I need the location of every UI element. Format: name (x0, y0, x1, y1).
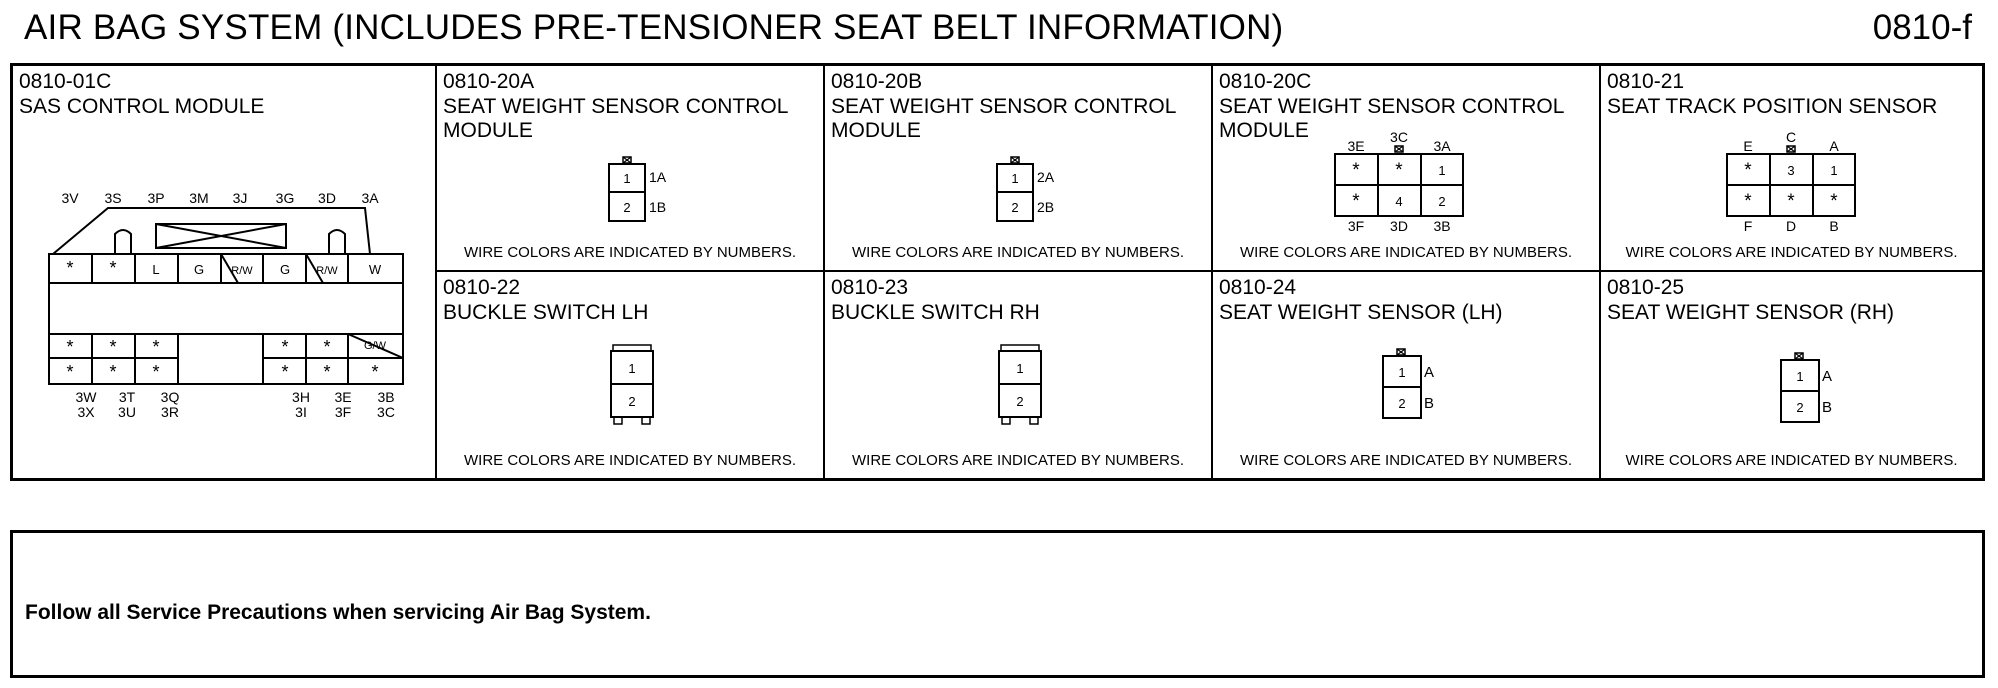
pin-text: 2 (623, 200, 631, 215)
pin-label: B (1822, 399, 1833, 416)
connector-diagram (1381, 348, 1451, 428)
pin-text: * (281, 337, 289, 357)
pin-label: 3S (104, 190, 122, 206)
pin-text: G (279, 262, 291, 277)
connector-diagram (995, 156, 1075, 226)
cell-seat-weight-sensor-control-module-20a (437, 66, 825, 272)
pin-label: B (1829, 218, 1839, 234)
pin-label: 3V (61, 190, 79, 206)
connector-name: SAS CONTROL MODULE (19, 95, 265, 118)
wire-color-note: WIRE COLORS ARE INDICATED BY NUMBERS. (464, 452, 796, 469)
pin-text: R/W (316, 265, 338, 277)
pin-text: * (66, 258, 74, 278)
service-precaution-box (10, 530, 1985, 678)
pin-text: * (371, 362, 379, 382)
cell-seat-weight-sensor-lh (1213, 272, 1601, 478)
pin-label: A (1822, 368, 1833, 385)
pin-label: 3E (334, 389, 352, 405)
pin-text: 1 (1011, 171, 1019, 186)
connector-diagram (1779, 352, 1849, 432)
connector-name: SEAT WEIGHT SENSOR (RH) (1607, 301, 1895, 324)
connector-code: 0810-22 (443, 276, 521, 299)
page-code: 0810-f (1872, 8, 1972, 47)
pin-text: * (1352, 160, 1360, 181)
pin-label: 3B (1433, 218, 1451, 234)
pin-text: 2 (1011, 200, 1019, 215)
connector-name-line2: MODULE (443, 119, 533, 142)
connector-diagram (607, 156, 687, 226)
pin-label: 3X (77, 404, 95, 420)
pin-text: * (109, 362, 117, 382)
pin-text: G/W (364, 340, 386, 352)
connector-name-line2: MODULE (1219, 119, 1309, 142)
pin-label: 3F (334, 404, 352, 420)
service-precaution-text: Follow all Service Precautions when servicing Air Bag System. (25, 601, 651, 624)
pin-label: 2A (1037, 169, 1055, 185)
pin-text: 2 (1796, 400, 1804, 415)
connector-name (443, 95, 788, 143)
page-title: AIR BAG SYSTEM (INCLUDES PRE-TENSIONER SEAT BELT INFORMATION) (24, 8, 1284, 47)
pin-text: * (1830, 191, 1838, 212)
connector-code: 0810-01C (19, 70, 112, 93)
connector-code: 0810-20A (443, 70, 535, 93)
pin-text: * (152, 362, 160, 382)
pin-label: 3D (318, 190, 336, 206)
pin-text: 1 (1438, 163, 1446, 178)
wire-color-note: WIRE COLORS ARE INDICATED BY NUMBERS. (1625, 452, 1958, 469)
pin-label: 3T (118, 389, 136, 405)
wire-color-note: WIRE COLORS ARE INDICATED BY NUMBERS. (464, 244, 796, 261)
connector-name: SEAT WEIGHT SENSOR (LH) (1219, 301, 1503, 324)
cell-seat-track-position-sensor (1601, 66, 1982, 272)
wire-color-note: WIRE COLORS ARE INDICATED BY NUMBERS. (1625, 244, 1958, 261)
pin-label: 3F (1347, 218, 1365, 234)
pin-text: 2 (1438, 194, 1446, 209)
pin-label: A (1424, 364, 1435, 381)
pin-text: 1 (1796, 369, 1804, 384)
cell-seat-weight-sensor-rh (1601, 272, 1982, 478)
cell-sas-control-module (13, 66, 437, 478)
connector-name-line1: SEAT WEIGHT SENSOR CONTROL (443, 95, 789, 118)
pin-label: 1B (649, 199, 667, 215)
pin-label: 2B (1037, 199, 1055, 215)
connector-name: BUCKLE SWITCH LH (443, 301, 649, 324)
pin-text: G (193, 262, 205, 277)
pin-text: 2 (1016, 394, 1024, 409)
pin-text: 1 (623, 171, 631, 186)
connector-code: 0810-20B (831, 70, 923, 93)
pin-text: * (1352, 191, 1360, 212)
pin-text: 1 (1830, 163, 1838, 178)
pin-label: F (1743, 218, 1753, 234)
pin-text: L (152, 262, 160, 277)
connector-diagram (1725, 124, 1885, 249)
pin-text: 2 (628, 394, 636, 409)
pin-text: * (1744, 160, 1752, 181)
pin-text: 2 (1398, 396, 1406, 411)
connector-diagram (609, 344, 669, 428)
pin-label: E (1743, 138, 1753, 154)
pin-text: 1 (628, 361, 636, 376)
pin-text: * (66, 337, 74, 357)
pin-label: 3E (1347, 138, 1365, 154)
pin-label: 3Q (160, 389, 180, 405)
pin-text: * (323, 362, 331, 382)
connector-code: 0810-20C (1219, 70, 1312, 93)
cell-seat-weight-sensor-control-module-20b (825, 66, 1213, 272)
pin-label: 3J (232, 190, 248, 206)
pin-label: 3M (189, 190, 209, 206)
connector-diagram (997, 344, 1057, 428)
wire-color-note: WIRE COLORS ARE INDICATED BY NUMBERS. (1240, 244, 1572, 261)
connector-code: 0810-23 (831, 276, 909, 299)
pin-text: * (66, 362, 74, 382)
pin-label: 3G (275, 190, 295, 206)
connector-name-line1: SEAT WEIGHT SENSOR CONTROL (831, 95, 1177, 118)
pin-label: 3P (147, 190, 165, 206)
pin-label: 3R (161, 404, 179, 420)
wire-color-note: WIRE COLORS ARE INDICATED BY NUMBERS. (852, 244, 1184, 261)
pin-text: R/W (231, 265, 253, 277)
pin-text: * (281, 362, 289, 382)
connector-code: 0810-21 (1607, 70, 1685, 93)
pin-label: 3C (1390, 129, 1408, 145)
pin-label: 3A (1433, 138, 1451, 154)
pin-text: * (1395, 160, 1403, 181)
pin-label: 3W (75, 389, 97, 405)
connector-name: BUCKLE SWITCH RH (831, 301, 1040, 324)
pin-text: * (323, 337, 331, 357)
connector-diagram (1333, 124, 1493, 249)
wire-color-note: WIRE COLORS ARE INDICATED BY NUMBERS. (852, 452, 1184, 469)
connector-grid (10, 63, 1985, 481)
pin-text: 4 (1395, 194, 1403, 209)
pin-label: 3U (118, 404, 136, 420)
connector-name: SEAT TRACK POSITION SENSOR (1607, 95, 1938, 118)
cell-buckle-switch-rh (825, 272, 1213, 478)
connector-name-line2: MODULE (831, 119, 921, 142)
pin-text: 3 (1787, 163, 1795, 178)
pin-label: 3B (377, 389, 395, 405)
pin-text: * (109, 258, 117, 278)
wire-color-note: WIRE COLORS ARE INDICATED BY NUMBERS. (1240, 452, 1572, 469)
pin-text: * (1744, 191, 1752, 212)
connector-name-line1: SEAT WEIGHT SENSOR CONTROL (1219, 95, 1565, 118)
cell-seat-weight-sensor-control-module-20c (1213, 66, 1601, 272)
pin-label: 3D (1390, 218, 1408, 234)
pin-label: 1A (649, 169, 667, 185)
pin-text: * (152, 337, 160, 357)
cell-buckle-switch-lh (437, 272, 825, 478)
pin-text: * (109, 337, 117, 357)
pin-text: W (368, 262, 382, 277)
pin-label: B (1424, 395, 1435, 412)
pin-text: 1 (1016, 361, 1024, 376)
pin-label: D (1785, 218, 1797, 234)
pin-text: * (1787, 191, 1795, 212)
pin-label: 3H (292, 389, 310, 405)
connector-code: 0810-24 (1219, 276, 1297, 299)
sas-connector-diagram (13, 186, 437, 426)
connector-code: 0810-25 (1607, 276, 1685, 299)
pin-label: 3A (361, 190, 379, 206)
pin-label: 3C (377, 404, 395, 420)
pin-label: A (1829, 138, 1839, 154)
connector-name (831, 95, 1176, 143)
pin-label: 3I (295, 404, 307, 420)
pin-label: C (1785, 129, 1797, 145)
pin-text: 1 (1398, 365, 1406, 380)
